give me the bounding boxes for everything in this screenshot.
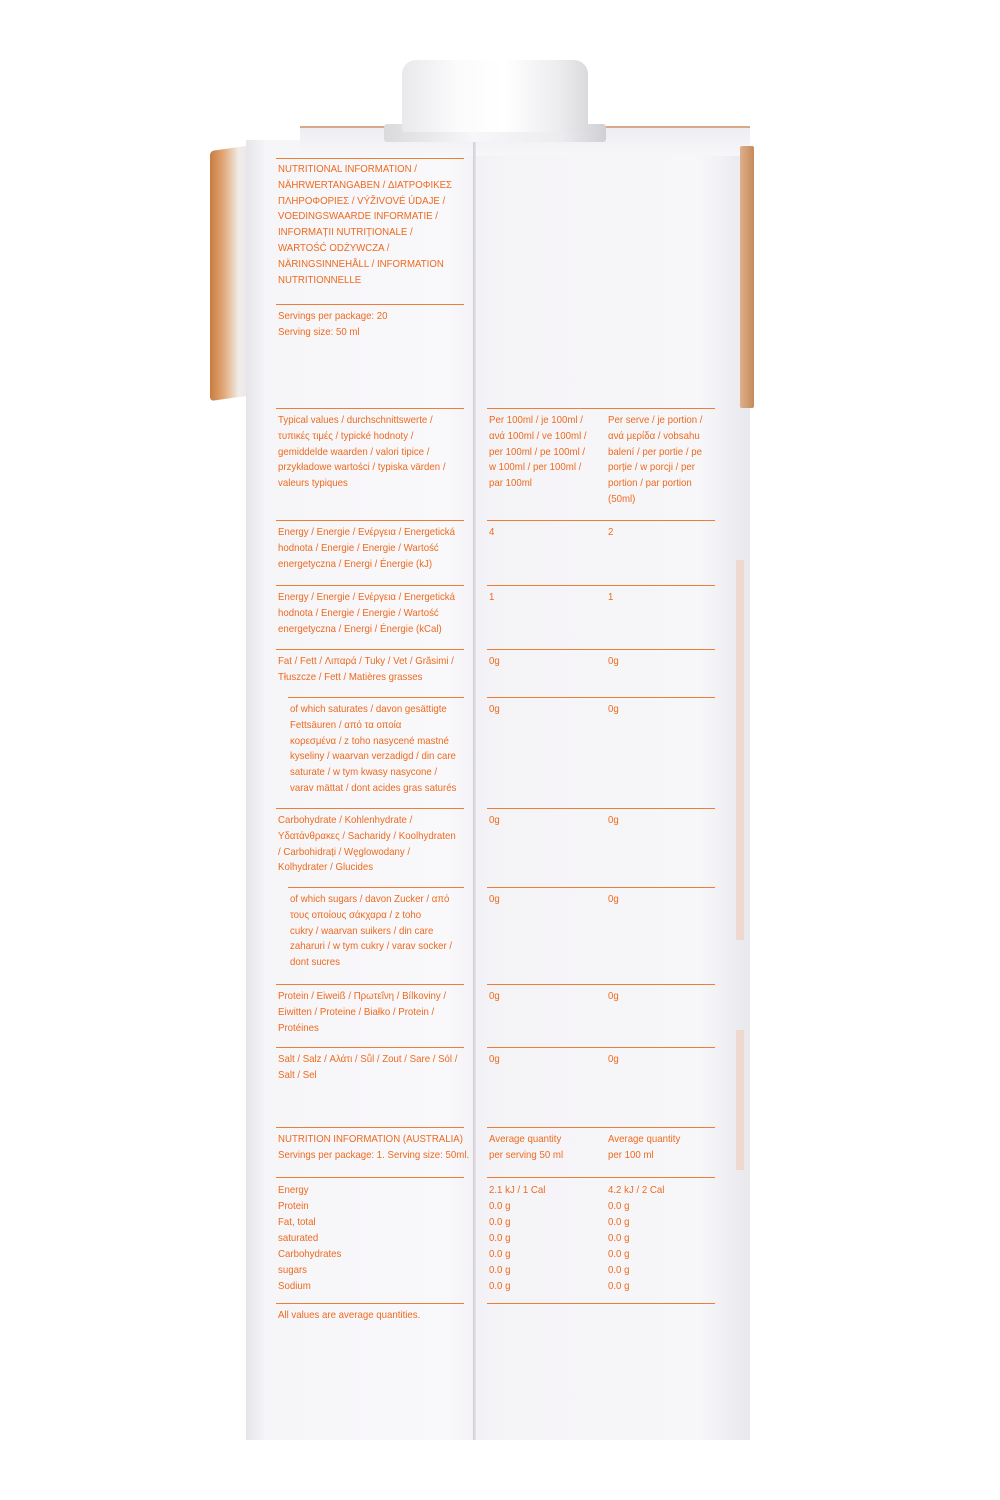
value-per-serve: 0g [608,814,619,826]
value-per100: 0g [489,814,500,826]
rule [487,808,715,809]
row-label-sugars: of which sugars / davon Zucker / από τους οποίους σάκχαρα / z toho cukry / waarvan suikers / din care zaharuri / w tym cukry / varav socker / dont sucres [290,893,453,969]
value-per-serve: 0g [608,990,619,1002]
value-per100: 0g [489,990,500,1002]
australia-col-serving: Average quantity per serving 50 ml [489,1133,564,1161]
per-serve-header: Per serve / je portion / ανά μερίδα / vobsahu balení / per portie / pe porție / w porcji / per portion / par portion (50ml) [608,414,703,505]
rule [487,697,715,698]
rule [487,1177,715,1178]
rule [276,1047,464,1048]
australia-nutrients: Energy Protein Fat, total saturated Carbohydrates sugars Sodium [278,1184,342,1292]
rule [276,158,464,159]
rule [487,984,715,985]
value-per-serve: 2 [608,526,614,538]
rule [487,1127,715,1128]
rule [487,887,715,888]
rule [288,887,464,888]
per-100ml-header: Per 100ml / je 100ml / ανά 100ml / ve 100ml / per 100ml / pe 100ml / w 100ml / per 100ml / par 100ml [489,414,587,490]
value-per-serve: 0g [608,1053,619,1065]
rule [487,408,715,409]
carton-fold-line [473,140,476,1440]
row-label-energy-kcal: Energy / Energie / Ενέργεια / Energetická hodnota / Energie / Energie / Wartość energetyczna / Energi / Énergie (kCal) [278,591,456,635]
row-label-fat: Fat / Fett / Λιπαρά / Tuky / Vet / Grăsimi / Tłuszcze / Fett / Matières grasses [278,655,454,683]
typical-values-label: Typical values / durchschnittswerte / τυπικές τιμές / typické hodnoty / gemiddelde waarden / valori tipice / przykładowe wartości / typiska värden / valeurs typiques [278,414,446,490]
rule [487,585,715,586]
rule [276,304,464,305]
australia-footnote: All values are average quantities. [278,1309,421,1321]
rule [276,1177,464,1178]
value-per100: 0g [489,893,500,905]
carton-right-flap [740,146,754,408]
rule [487,1047,715,1048]
australia-title: NUTRITION INFORMATION (AUSTRALIA) Servings per package: 1. Serving size: 50ml. [278,1133,470,1161]
value-per-serve: 1 [608,591,614,603]
row-label-protein: Protein / Eiweiß / Πρωτεΐνη / Bílkoviny / Eiwitten / Proteine / Białko / Protein / Protéines [278,990,447,1034]
rule [276,649,464,650]
australia-per-serving: 2.1 kJ / 1 Cal 0.0 g 0.0 g 0.0 g 0.0 g 0.0 g 0.0 g [489,1184,546,1292]
bottle-cap [402,60,588,132]
rule [276,1127,464,1128]
value-per100: 0g [489,1053,500,1065]
rule [487,1303,715,1304]
rule [276,408,464,409]
value-per100: 4 [489,526,495,538]
rule [276,1303,464,1304]
row-label-carbohydrate: Carbohydrate / Kohlenhydrate / Υδατάνθρακες / Sacharidy / Koolhydraten / Carbohidrați / Węglowodany / Kolhydrater / Glucides [278,814,456,874]
rule [276,984,464,985]
rule [276,520,464,521]
rule [276,585,464,586]
value-per100: 0g [489,655,500,667]
value-per-serve: 0g [608,703,619,715]
rule [487,520,715,521]
australia-per-100ml: 4.2 kJ / 2 Cal 0.0 g 0.0 g 0.0 g 0.0 g 0.0 g 0.0 g [608,1184,665,1292]
row-label-saturates: of which saturates / davon gesättigte Fettsäuren / από τα οποία κορεσμένα / z toho nasycené mastné kyseliny / waarvan verzadigd / din care saturate / w tym kwasy nasycone / varav mättat / dont acides gras saturés [290,703,457,794]
rule [487,649,715,650]
value-per-serve: 0g [608,893,619,905]
rule [276,808,464,809]
side-panel-print [736,560,744,940]
rule [288,697,464,698]
nutrition-heading: NUTRITIONAL INFORMATION / NÄHRWERTANGABEN / ΔΙΑΤΡΟΦΙΚΕΣ ΠΛΗΡΟΦΟΡΙΕΣ / VÝŽIVOVÉ ÚDAJE / VOEDINGSWAARDE INFORMATIE / INFORMAȚII NUTRIȚIONALE / WARTOŚĆ ODŻYWCZA / NÄRINGSINNEHÅLL / INFORMATION NUTRITIONNELLE [278,163,453,286]
servings-info: Servings per package: 20 Serving size: 50 ml [278,310,388,338]
value-per-serve: 0g [608,655,619,667]
row-label-energy-kj: Energy / Energie / Ενέργεια / Energetická hodnota / Energie / Energie / Wartość energetyczna / Energi / Énergie (kJ) [278,526,456,570]
row-label-salt: Salt / Salz / Αλάτι / Sůl / Zout / Sare / Sól / Salt / Sel [278,1053,458,1081]
value-per100: 0g [489,703,500,715]
australia-col-100ml: Average quantity per 100 ml [608,1133,681,1161]
side-panel-print [736,1030,744,1170]
value-per100: 1 [489,591,495,603]
